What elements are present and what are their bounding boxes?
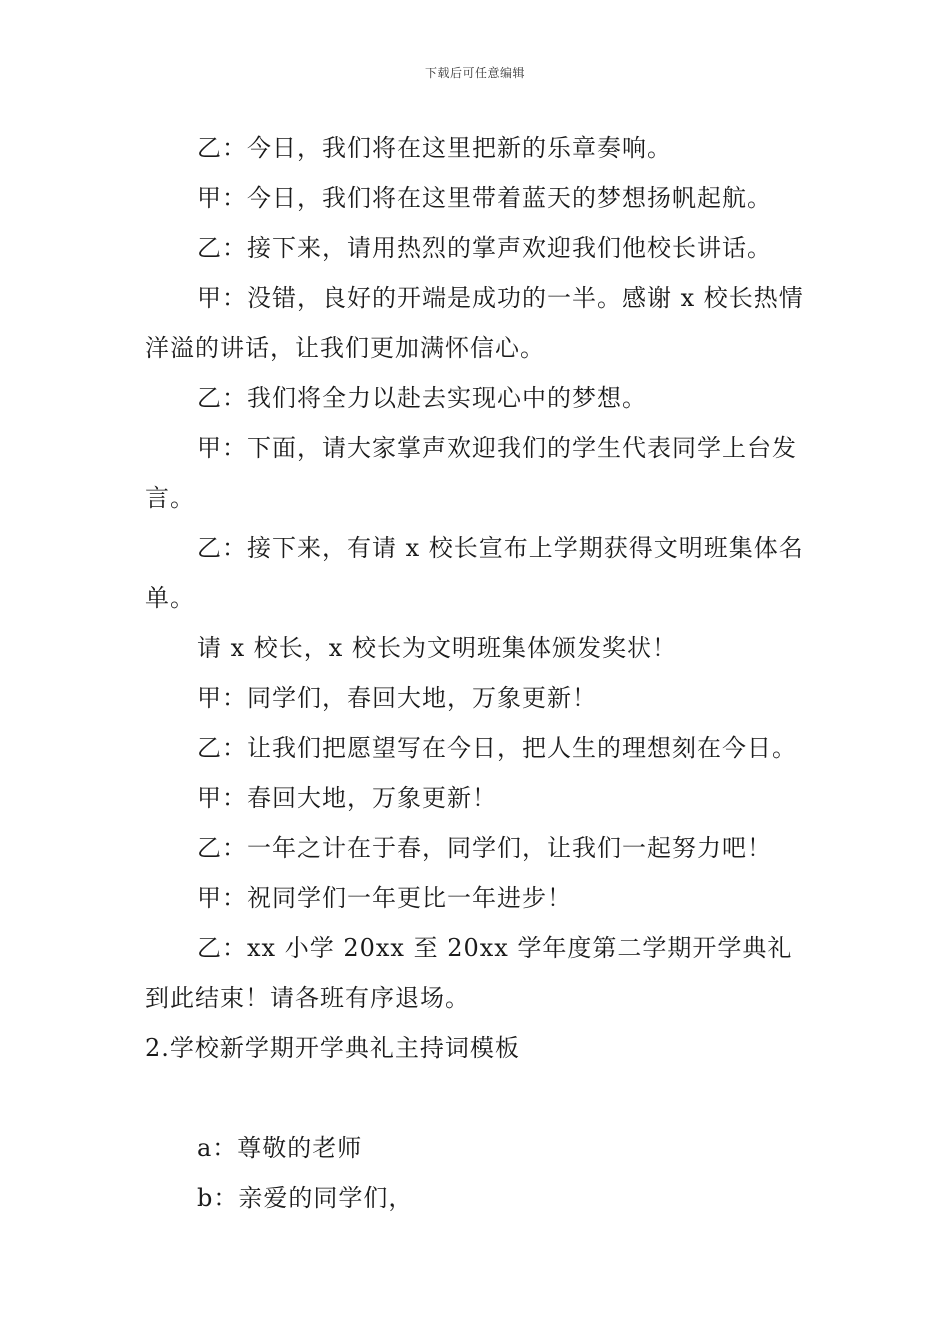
paragraph: 乙：我们将全力以赴去实现心中的梦想。: [197, 384, 647, 412]
paragraph: 甲：春回大地，万象更新！: [197, 784, 497, 812]
document-body: [145, 123, 810, 1223]
paragraph: 乙：让我们把愿望写在今日，把人生的理想刻在今日。: [197, 734, 797, 762]
paragraph: 甲：下面，请大家掌声欢迎我们的学生代表同学上台发言。: [145, 434, 797, 512]
paragraph: 乙：接下来，请用热烈的掌声欢迎我们他校长讲话。: [197, 234, 772, 262]
paragraph: 甲：同学们，春回大地，万象更新！: [197, 684, 597, 712]
closing-line: b：亲爱的同学们，: [197, 1184, 414, 1212]
paragraph: 甲：祝同学们一年更比一年进步！: [197, 884, 572, 912]
page-header-note: 下载后可任意编辑: [424, 66, 525, 80]
paragraph: 乙：xx 小学 20xx 至 20xx 学年度第二学期开学典礼到此结束！请各班有序退场。: [145, 934, 793, 1012]
section-heading: 2.学校新学期开学典礼主持词模板: [145, 1034, 520, 1062]
paragraph: 乙：一年之计在于春，同学们，让我们一起努力吧！: [197, 834, 772, 862]
paragraph: 甲：没错，良好的开端是成功的一半。感谢 x 校长热情洋溢的讲话，让我们更加满怀信心。: [145, 284, 804, 362]
closing-line: a：尊敬的老师: [197, 1134, 363, 1162]
paragraph: 乙：接下来，有请 x 校长宣布上学期获得文明班集体名单。: [145, 534, 804, 612]
paragraph: 甲：今日，我们将在这里带着蓝天的梦想扬帆起航。: [197, 184, 772, 212]
paragraph: 请 x 校长，x 校长为文明班集体颁发奖状！: [197, 634, 677, 662]
spacer: [145, 1073, 810, 1123]
paragraph: 乙：今日，我们将在这里把新的乐章奏响。: [197, 134, 672, 162]
